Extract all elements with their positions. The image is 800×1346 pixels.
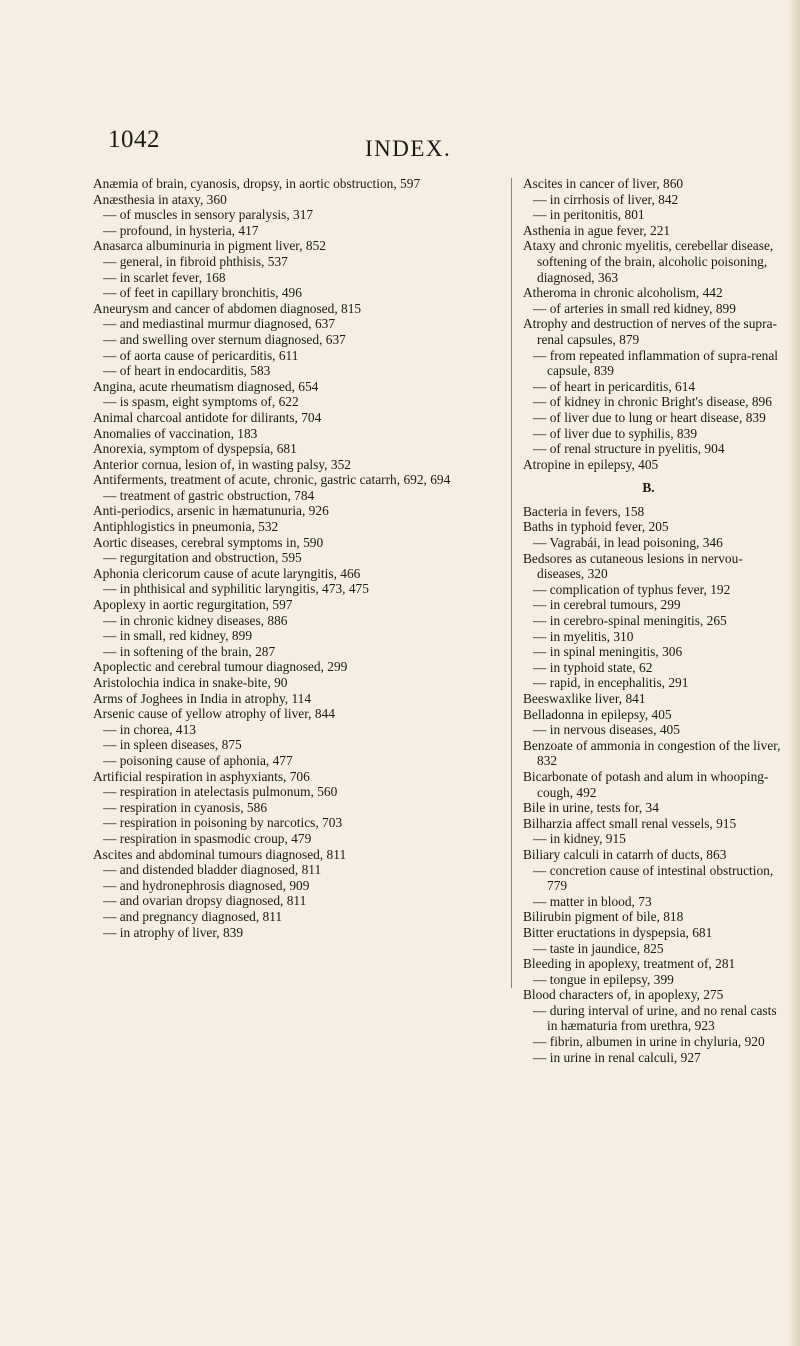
index-entry: Anorexia, symptom of dyspepsia, 681 [93, 441, 297, 457]
index-entry: Bleeding in apoplexy, treatment of, 281 [523, 956, 736, 972]
section-heading-b: B. [642, 480, 655, 496]
index-subentry: — treatment of gastric obstruction, 784 [103, 487, 315, 503]
index-entry: Apoplexy in aortic regurgitation, 597 [93, 597, 293, 613]
index-subentry: — respiration in spasmodic croup, 479 [103, 830, 312, 846]
index-subentry: — in nervous diseases, 405 [533, 722, 680, 738]
index-entry: Artificial respiration in asphyxiants, 706 [93, 768, 310, 784]
right-column [523, 176, 788, 1065]
index-subentry: — in peritonitis, 801 [533, 207, 645, 223]
index-subentry: — and swelling over sternum diagnosed, 637 [103, 331, 346, 347]
index-entry: Atheroma in chronic alcoholism, 442 [523, 285, 723, 301]
index-entry: Anti-periodics, arsenic in hæmatunuria, 926 [93, 503, 329, 519]
index-entry: Apoplectic and cerebral tumour diagnosed, 299 [93, 659, 348, 675]
index-subentry: — in scarlet fever, 168 [103, 269, 226, 285]
index-entry: Anæsthesia in ataxy, 360 [93, 191, 227, 207]
index-subentry: — and mediastinal murmur diagnosed, 637 [103, 316, 336, 332]
index-entry: Belladonna in epilepsy, 405 [523, 706, 672, 722]
index-entry: Arms of Joghees in India in atrophy, 114 [93, 690, 312, 706]
index-subentry: — in cerebro-spinal meningitis, 265 [533, 613, 727, 629]
index-entry: Anæmia of brain, cyanosis, dropsy, in aortic obstruction, 597 [93, 176, 421, 191]
index-subentry: — rapid, in encephalitis, 291 [533, 675, 689, 691]
index-subentry: — in phthisical and syphilitic laryngitis, 473, 475 [103, 581, 369, 597]
index-entry: Antiphlogistics in pneumonia, 532 [93, 519, 279, 535]
index-subentry: — Vagrabái, in lead poisoning, 346 [533, 535, 723, 551]
index-subentry: — and ovarian dropsy diagnosed, 811 [103, 893, 307, 909]
index-entry: Animal charcoal antidote for dilirants, 704 [93, 409, 322, 425]
index-subentry: — concretion cause of intestinal obstruction, 779 [533, 862, 774, 894]
entries-a [523, 176, 788, 472]
index-subentry: — taste in jaundice, 825 [533, 940, 664, 956]
running-header: INDEX. [365, 136, 452, 161]
index-subentry: — general, in fibroid phthisis, 537 [103, 253, 288, 269]
index-entry: Bilirubin pigment of bile, 818 [523, 909, 684, 925]
index-subentry: — matter in blood, 73 [533, 893, 652, 909]
index-subentry: — profound, in hysteria, 417 [103, 222, 259, 238]
index-entry: Bedsores as cutaneous lesions in nervou- diseases, 320 [523, 550, 743, 582]
index-subentry: — poisoning cause of aphonia, 477 [103, 752, 293, 768]
column-divider [511, 178, 512, 988]
index-subentry: — in chorea, 413 [103, 721, 196, 737]
index-entry: Arsenic cause of yellow atrophy of liver, 844 [93, 706, 335, 722]
index-subentry: — in kidney, 915 [533, 831, 626, 847]
index-entry: Bile in urine, tests for, 34 [523, 800, 659, 816]
index-entry: Bicarbonate of potash and alum in whooping-cough, 492 [523, 768, 769, 800]
index-entry: Bitter eructations in dyspepsia, 681 [523, 924, 713, 940]
index-entry: Anomalies of vaccination, 183 [93, 425, 258, 441]
index-subentry: — complication of typhus fever, 192 [533, 581, 731, 597]
index-subentry: — in softening of the brain, 287 [103, 643, 276, 659]
index-subentry: — of liver due to lung or heart disease, 839 [533, 409, 766, 425]
index-entry: Bacteria in fevers, 158 [523, 503, 645, 519]
page-number: 1042 [108, 126, 160, 153]
index-entry: Beeswaxlike liver, 841 [523, 691, 646, 706]
index-entry: Baths in typhoid fever, 205 [523, 519, 669, 535]
index-subentry: — of kidney in chronic Bright's disease, 896 [533, 394, 772, 410]
index-subentry: — and hydronephrosis diagnosed, 909 [103, 877, 310, 893]
index-subentry: — during interval of urine, and no renal casts in hæmaturia from urethra, 923 [533, 1002, 777, 1034]
index-entry: Ascites in cancer of liver, 860 [523, 176, 684, 191]
index-subentry: — in spinal meningitis, 306 [533, 644, 683, 660]
index-entry: Angina, acute rheumatism diagnosed, 654 [93, 378, 319, 394]
index-subentry: — in small, red kidney, 899 [103, 628, 253, 644]
index-subentry: — of renal structure in pyelitis, 904 [533, 441, 725, 457]
index-subentry: — from repeated inflammation of supra-renal capsule, 839 [533, 347, 779, 379]
index-subentry: — and pregnancy diagnosed, 811 [103, 908, 283, 924]
index-subentry: — of liver due to syphilis, 839 [533, 425, 698, 441]
index-subentry: — of aorta cause of pericarditis, 611 [103, 347, 299, 363]
index-subentry: — of feet in capillary bronchitis, 496 [103, 285, 302, 301]
index-entry: Aortic diseases, cerebral symptoms in, 590 [93, 534, 324, 550]
index-entry: Aristolochia indica in snake-bite, 90 [93, 675, 288, 690]
index-entry: Aneurysm and cancer of abdomen diagnosed, 815 [93, 300, 362, 316]
index-entry: Biliary calculi in catarrh of ducts, 863 [523, 846, 727, 862]
index-entry: Aphonia clericorum cause of acute laryngitis, 466 [93, 565, 361, 581]
index-subentry: — in atrophy of liver, 839 [103, 924, 244, 940]
index-subentry: — regurgitation and obstruction, 595 [103, 550, 302, 566]
index-subentry: — in typhoid state, 62 [533, 659, 653, 675]
entries-b [523, 504, 788, 1065]
index-entry: Atrophy and destruction of nerves of the supra-renal capsules, 879 [523, 316, 777, 347]
index-subentry: — in spleen diseases, 875 [103, 737, 242, 753]
index-entry: Asthenia in ague fever, 221 [523, 222, 671, 238]
index-subentry: — of muscles in sensory paralysis, 317 [103, 207, 314, 223]
index-entry: Benzoate of ammonia in congestion of the liver, 832 [523, 737, 781, 769]
index-subentry: — fibrin, albumen in urine in chyluria, 920 [533, 1034, 765, 1050]
index-subentry: — respiration in cyanosis, 586 [103, 799, 268, 815]
index-entry: Ascites and abdominal tumours diagnosed, 811 [93, 846, 347, 862]
index-subentry: — in cirrhosis of liver, 842 [533, 191, 679, 207]
index-subentry: — of heart in pericarditis, 614 [533, 378, 696, 394]
index-subentry: — of heart in endocarditis, 583 [103, 363, 271, 379]
index-subentry: — respiration in poisoning by narcotics, 703 [103, 815, 343, 831]
index-subentry: — in cerebral tumours, 299 [533, 597, 681, 613]
index-entry: Blood characters of, in apoplexy, 275 [523, 987, 724, 1003]
left-column [93, 176, 488, 940]
index-subentry: — of arteries in small red kidney, 899 [533, 300, 736, 316]
index-subentry: — respiration in atelectasis pulmonum, 560 [103, 784, 338, 800]
index-subentry: — in chronic kidney diseases, 886 [103, 612, 288, 628]
index-subentry: — tongue in epilepsy, 399 [533, 971, 674, 987]
index-subentry: — is spasm, eight symptoms of, 622 [103, 394, 299, 410]
index-entry: Bilharzia affect small renal vessels, 915 [523, 815, 737, 831]
index-entry: Antiferments, treatment of acute, chronic, gastric catarrh, 692, 694 [93, 472, 451, 488]
index-entry: Atropine in epilepsy, 405 [523, 456, 659, 472]
index-subentry: — in urine in renal calculi, 927 [533, 1049, 701, 1065]
index-entry: Anterior cornua, lesion of, in wasting palsy, 352 [93, 456, 351, 472]
index-subentry: — and distended bladder diagnosed, 811 [103, 862, 322, 878]
index-subentry: — in myelitis, 310 [533, 628, 634, 644]
index-entry: Ataxy and chronic myelitis, cerebellar disease, softening of the brain, alcoholic poisoning, diagnosed, 363 [523, 238, 774, 285]
index-entry: Anasarca albuminuria in pigment liver, 852 [93, 238, 326, 254]
page-edge-shadow [788, 0, 800, 1346]
